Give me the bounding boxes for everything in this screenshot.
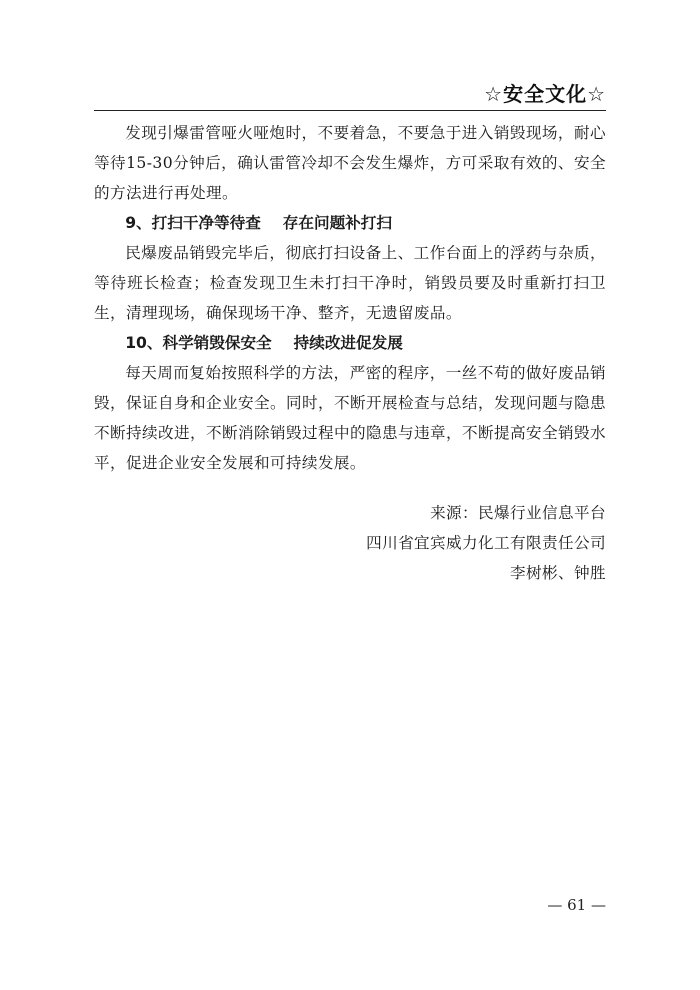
header-rule	[94, 110, 606, 111]
paragraph-cleanup: 民爆废品销毁完毕后，彻底打扫设备上、工作台面上的浮药与杂质，等待班长检查；检查发现卫生未打扫干净时，销毁员要及时重新打扫卫生，清理现场，确保现场干净、整齐，无遗留废品。	[94, 244, 606, 322]
section-heading-10	[94, 328, 606, 358]
section-heading-9-part1: 9、打扫干净等待查	[125, 214, 261, 232]
paragraph-misfire: 发现引爆雷管哑火哑炮时，不要着急，不要急于进入销毁现场，耐心等待15-30分钟后，确认雷管冷却不会发生爆炸，方可采取有效的、安全的方法进行再处理。	[94, 124, 606, 202]
running-header: ☆安全文化☆	[484, 82, 606, 106]
company-line: 四川省宜宾威力化工有限责任公司	[366, 534, 606, 552]
page-number: — 61 —	[547, 896, 606, 914]
paragraph-improvement: 每天周而复始按照科学的方法，严密的程序，一丝不苟的做好废品销毁，保证自身和企业安全。同时，不断开展检查与总结，发现问题与隐患不断持续改进，不断消除销毁过程中的隐患与违章，不断提高安全销毁水平，促进企业安全发展和可持续发展。	[94, 364, 606, 472]
source-line: 来源：民爆行业信息平台	[430, 504, 606, 522]
authors-line: 李树彬、钟胜	[510, 564, 606, 582]
section-heading-10-part2: 持续改进促发展	[293, 334, 403, 352]
source-attribution	[366, 498, 606, 588]
section-heading-10-part1: 10、科学销毁保安全	[125, 334, 272, 352]
article-body	[94, 118, 606, 478]
section-heading-9	[94, 208, 606, 238]
section-heading-9-part2: 存在问题补打扫	[282, 214, 392, 232]
